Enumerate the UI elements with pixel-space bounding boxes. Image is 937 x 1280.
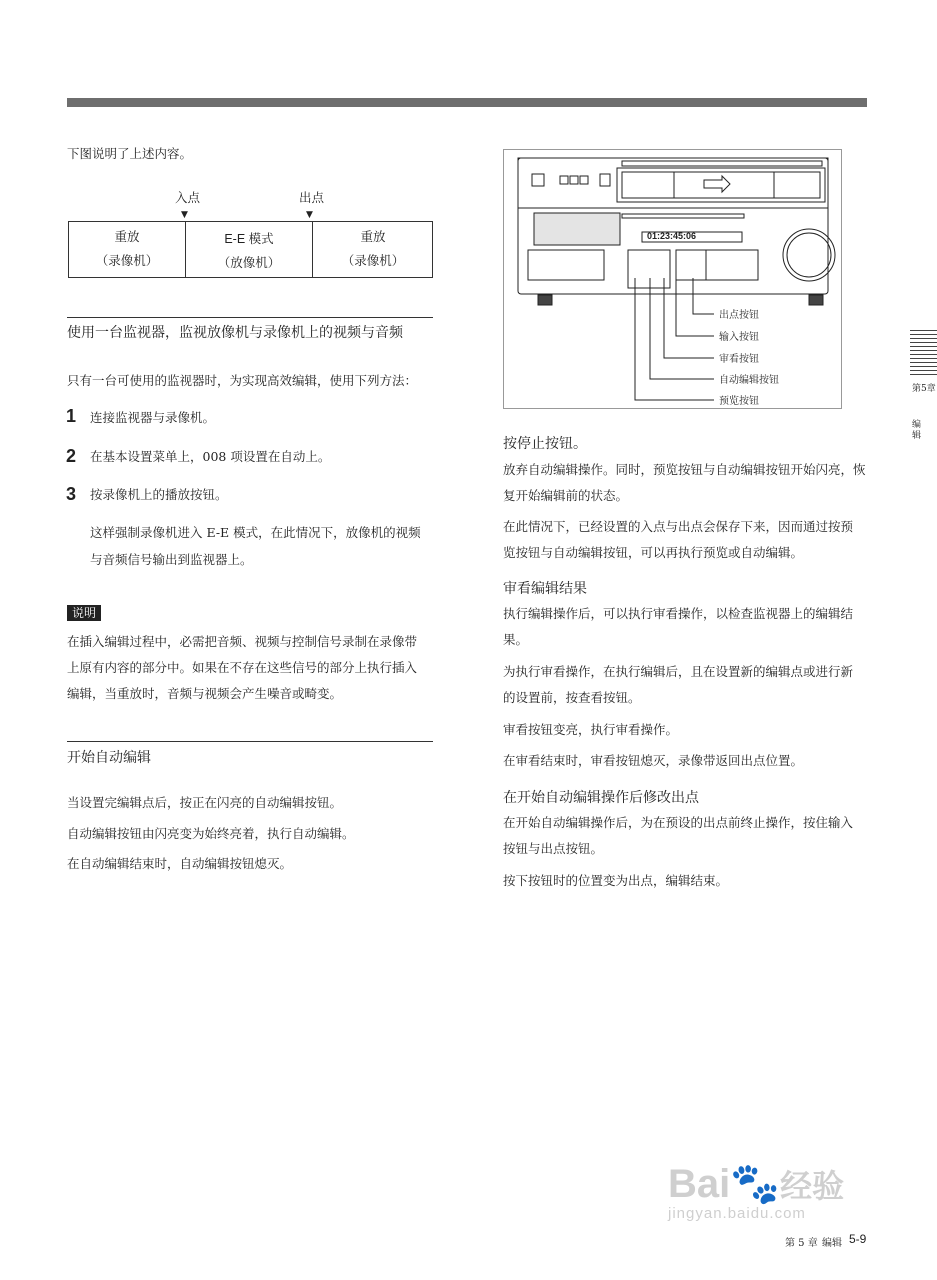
review-line: 执行编辑操作后，可以执行审看操作，以检查监视器上的编辑结 [503, 606, 854, 621]
stop-line: 在此情况下，已经设置的入点与出点会保存下来，因而通过按预 [503, 519, 854, 534]
step-3-number: 3 [66, 484, 77, 504]
callout-label: 输入按钮 [719, 332, 759, 343]
modify-line: 在开始自动编辑操作后，为在预设的出点前终止操作，按住输入 [503, 815, 854, 830]
diagram-cell-ee-mode: E-E 模式 （放像机） [217, 232, 281, 270]
diagram-cell-playback-2: 重放 （录像机） [341, 229, 405, 268]
watermark: Bai🐾经验 jingyan.baidu.com [668, 1162, 845, 1222]
watermark-brand2: 经验 [780, 1168, 845, 1204]
section1-intro: 只有一台可使用的监视器时，为实现高效编辑，使用下列方法： [67, 373, 418, 388]
note-badge: 说明 [67, 605, 101, 621]
page-number: 5-9 [849, 1232, 867, 1246]
review-line: 为执行审看操作，在执行编辑后，且在设置新的编辑点或进行新 [503, 664, 854, 679]
step-3-text: 按录像机上的播放按钮。 [90, 487, 228, 502]
chapter-tab-lines [910, 330, 937, 378]
footer-chapter: 第 5 章 [785, 1238, 818, 1249]
section2-line: 在自动编辑结束时，自动编辑按钮熄灭。 [67, 856, 293, 871]
section1-title: 使用一台监视器，监视放像机与录像机上的视频与音频 [67, 325, 403, 341]
section2-line: 自动编辑按钮由闪亮变为始终亮着，执行自动编辑。 [67, 826, 355, 841]
review-title: 审看编辑结果 [503, 581, 587, 597]
step-2-number: 2 [66, 446, 77, 466]
watermark-url: jingyan.baidu.com [668, 1205, 806, 1222]
stop-title: 按停止按钮。 [503, 436, 587, 452]
callout-label: 审看按钮 [719, 354, 759, 365]
note-line: 上原有内容的部分中。如果在不存在这些信号的部分上执行插入 [67, 660, 418, 675]
out-point-label: 出点 [299, 190, 325, 205]
review-line: 的设置前，按查看按钮。 [503, 690, 641, 705]
note-line: 在插入编辑过程中，必需把音频、视频与控制信号录制在录像带 [67, 634, 418, 649]
review-line: 在审看结束时，审看按钮熄灭，录像带返回出点位置。 [503, 753, 804, 768]
section-divider [67, 317, 433, 318]
timecode-display: 01:23:45:06 [647, 231, 697, 241]
callout-label: 预览按钮 [719, 396, 759, 407]
callout-label: 出点按钮 [719, 310, 759, 321]
step-1-number: 1 [66, 406, 77, 426]
vtr-panel-illustration [504, 150, 841, 408]
step-1-text: 连接监视器与录像机。 [90, 410, 216, 425]
vtr-figure [503, 149, 842, 409]
modify-line: 按钮与出点按钮。 [503, 841, 604, 856]
step-3-detail-line: 与音频信号输出到监视器上。 [90, 552, 253, 567]
out-point-marker-icon: ▼ [306, 210, 313, 220]
note-line: 编辑，当重放时，音频与视频会产生噪音或畸变。 [67, 686, 343, 701]
footer-chapter-name: 编辑 [822, 1238, 842, 1249]
modify-line: 按下按钮时的位置变为出点，编辑结束。 [503, 873, 729, 888]
side-chapter-name: 编辑 [912, 420, 922, 441]
section-divider [67, 741, 433, 742]
step-3-detail-line: 这样强制录像机进入 E-E 模式，在此情况下，放像机的视频 [90, 525, 421, 540]
modify-title: 在开始自动编辑操作后修改出点 [503, 790, 699, 806]
diagram-cell-playback-1: 重放 （录像机） [95, 229, 159, 268]
step-2-text: 在基本设置菜单上，008 项设置在自动上。 [90, 449, 331, 464]
header-bar [67, 98, 867, 107]
watermark-brand: Bai [668, 1162, 731, 1206]
side-chapter: 第5章 [912, 384, 936, 394]
stop-line: 复开始编辑前的状态。 [503, 488, 629, 503]
intro-text: 下图说明了上述内容。 [67, 146, 193, 161]
section2-title: 开始自动编辑 [67, 750, 151, 766]
timeline-diagram [68, 221, 433, 278]
callout-label: 自动编辑按钮 [719, 375, 779, 386]
review-line: 审看按钮变亮，执行审看操作。 [503, 722, 679, 737]
stop-line: 览按钮与自动编辑按钮，可以再执行预览或自动编辑。 [503, 545, 804, 560]
review-line: 果。 [503, 632, 529, 647]
in-point-label: 入点 [175, 190, 201, 205]
stop-line: 放弃自动编辑操作。同时，预览按钮与自动编辑按钮开始闪亮，恢 [503, 462, 866, 477]
in-point-marker-icon: ▼ [181, 210, 188, 220]
section2-line: 当设置完编辑点后，按正在闪亮的自动编辑按钮。 [67, 795, 343, 810]
